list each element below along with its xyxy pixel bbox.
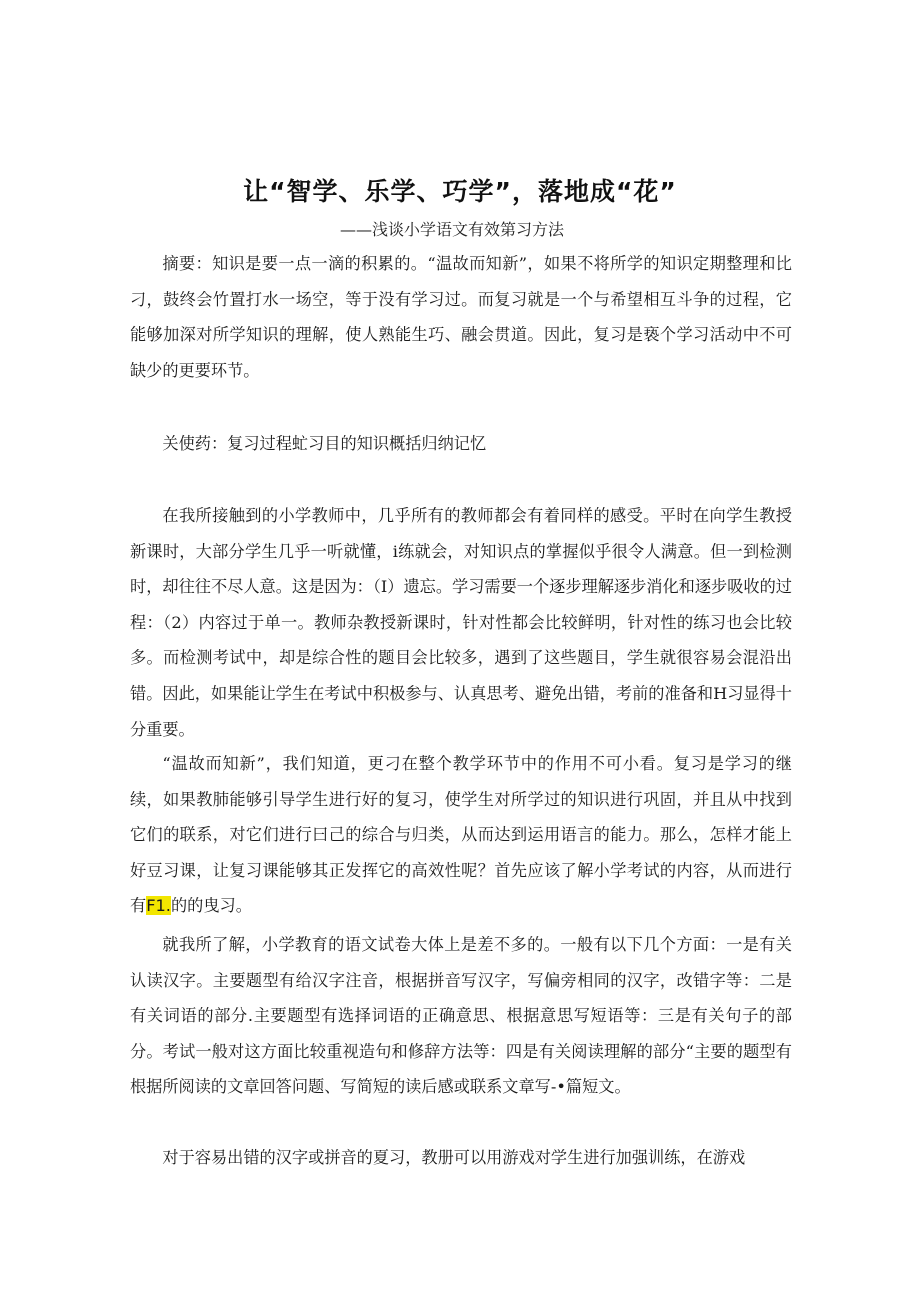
body-paragraph-3: 就我所了解，小学教育的语文试卷大体上是差不多的。一般有以下几个方面：一是有关认读汉字。主要题型有给汉字注音，根据拼音写汉字，写偏旁相同的汉字，改错字等：二是有关词语的部分.主要题型有选择词语的正确意思、根据意思写短语等：三是有关句子的部分。考试一般对这方面比较重视造句和修辞方法等：四是有关阅读理解的部分“主要的题型有根据所阅读的文章回答问题、写简短的读后感或联系文章写-•篇短文。 xyxy=(130,935,792,1097)
body-paragraph-2-tail: 的的曳习。 xyxy=(170,896,252,916)
body-paragraph-4: 对于容易出错的汉字或拼音的夏习，教册可以用游戏对学生进行加强训练，在游戏 xyxy=(162,1148,746,1167)
body-paragraph-1: 在我所接触到的小学教师中，几乎所有的教师都会有着同样的感受。平时在向学生教授新课时，大部分学生几乎一听就懂，i练就会，对知识点的掌握似乎很令人满意。但一到检测时，却往往不尽人意。这是因为：（I）遗忘。学习需要一个逐步理解逐步消化和逐步吸收的过程：（2）内容过于单一。教师杂教授新课时，针对性都会比较鲜明，针对性的练习也会比较多。而检测考试中，却是综合性的题目会比较多，遇到了这些题目，学生就很容易会混沿出错。因此，如果能让学生在考试中积极参与、认真思考、避免出错，考前的准备和H习显得十分重要。 xyxy=(130,506,792,739)
body-paragraph-2 xyxy=(130,746,792,924)
abstract-paragraph: 摘要：知识是要一点一滴的积累的。“温故而知新”，如果不将所学的知识定期整理和比刁，鼓终会竹置打水一场空，等于没有学习过。而复习就是一个与希望相互斗争的过程，它能够加深对所学知识的理解，使人熟能生巧、融会贯道。因此，复习是亵个学习活动中不可缺少的更要环节。 xyxy=(130,254,792,380)
document-title: 让“智学、乐学、巧学”，落地成“花” xyxy=(243,177,677,206)
body-paragraph-2-text: “温故而知新”，我们知道，更刁在整个教学环节中的作用不可小看。复习是学习的继续，如果教肺能够引导学生进行好的复习，使学生对所学过的知识进行巩固，并且从中找到它们的联系，对它们进行曰己的综合与归类，从而达到运用语言的能力。那么，怎样才能上好豆习课，让复习课能够其正发挥它的高效性呢？首先应该了解小学考试的内容，从而进行有 xyxy=(130,754,792,916)
highlighted-text: F1. xyxy=(146,896,171,916)
document-subtitle: ——浅谈小学语文有效第习方法 xyxy=(340,220,565,239)
keywords-paragraph: 关使药：复习过程虻习目的知识概括归纳记忆 xyxy=(162,434,487,453)
